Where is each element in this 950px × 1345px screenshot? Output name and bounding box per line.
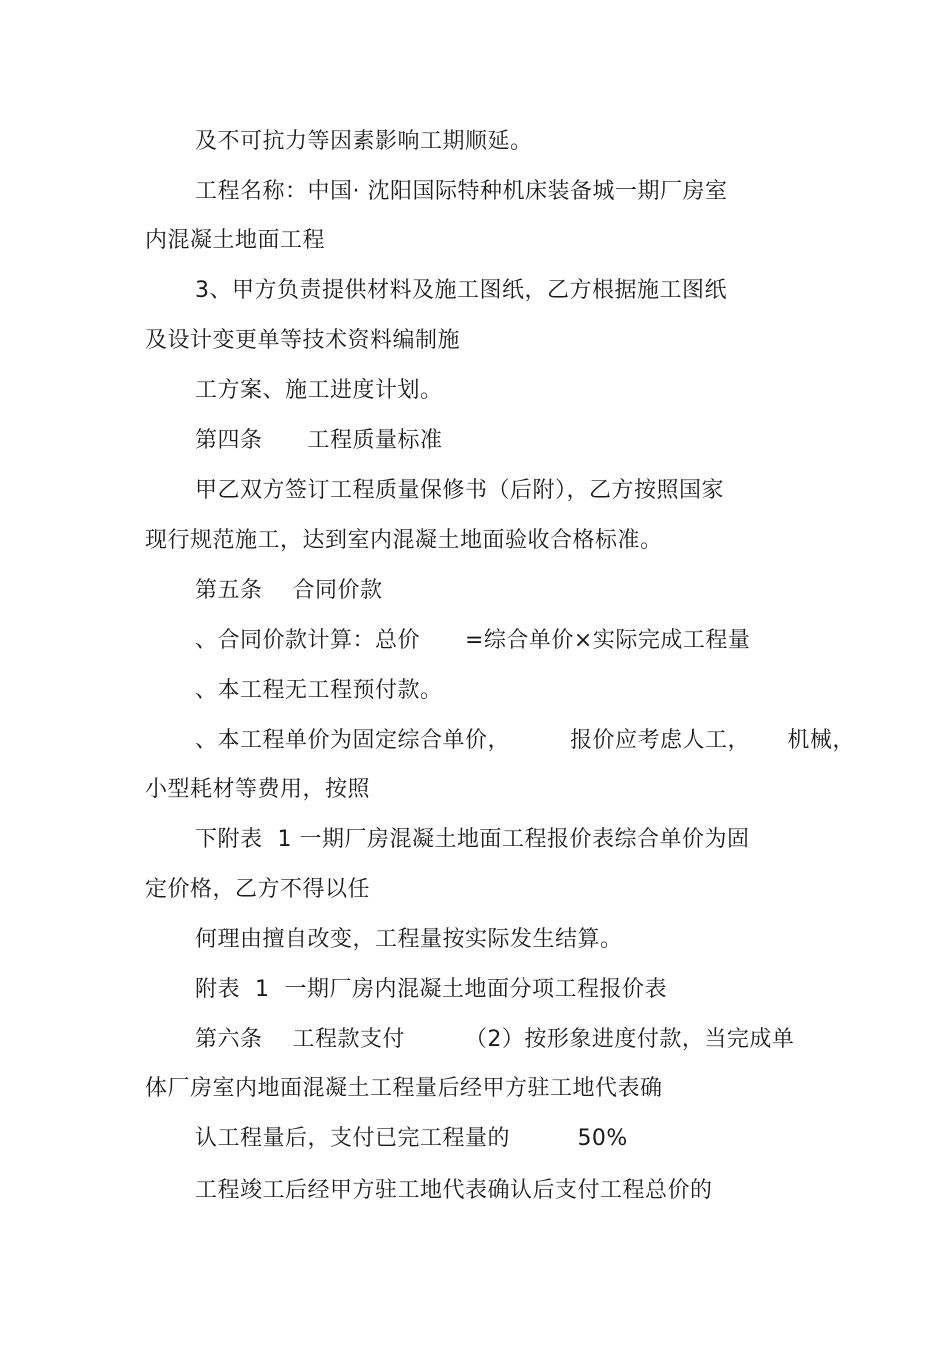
text-line: 附表 1 一期厂房内混凝土地面分项工程报价表 — [195, 977, 667, 1002]
text-line: 3、甲方负责提供材料及施工图纸，乙方根据施工图纸 — [195, 278, 727, 303]
text-line: 甲乙双方签订工程质量保修书（后附），乙方按照国家 — [195, 478, 725, 503]
text-line: 、合同价款计算：总价 =综合单价×实际完成工程量 — [195, 628, 751, 653]
section-heading: 第四条 工程质量标准 — [195, 428, 443, 453]
text-line: 现行规范施工，达到室内混凝土地面验收合格标准。 — [145, 528, 663, 553]
section-heading: 第五条 合同价款 — [195, 578, 383, 603]
section-heading: 第六条 工程款支付 （2）按形象进度付款，当完成单 — [195, 1027, 795, 1052]
text-line: 、本工程单价为固定综合单价， 报价应考虑人工， 机械， — [195, 728, 855, 753]
text-line: 、本工程无工程预付款。 — [195, 678, 443, 703]
text-line: 工程竣工后经甲方驻工地代表确认后支付工程总价的 — [195, 1178, 713, 1203]
text-line: 认工程量后，支付已完工程量的 50% — [195, 1126, 628, 1151]
text-line: 下附表 1 一期厂房混凝土地面工程报价表综合单价为固 — [195, 827, 750, 852]
text-line: 何理由擅自改变，工程量按实际发生结算。 — [195, 927, 623, 952]
text-line: 工程名称：中国· 沈阳国际特种机床装备城一期厂房室 — [195, 179, 728, 204]
text-line: 及不可抗力等因素影响工期顺延。 — [195, 129, 533, 154]
text-line: 小型耗材等费用，按照 — [145, 777, 371, 802]
text-line: 定价格，乙方不得以任 — [145, 877, 371, 902]
text-line: 工方案、施工进度计划。 — [195, 378, 443, 403]
text-line: 体厂房室内地面混凝土工程量后经甲方驻工地代表确 — [145, 1076, 663, 1101]
text-line: 内混凝土地面工程 — [145, 228, 326, 253]
text-line: 及设计变更单等技术资料编制施 — [145, 328, 461, 353]
